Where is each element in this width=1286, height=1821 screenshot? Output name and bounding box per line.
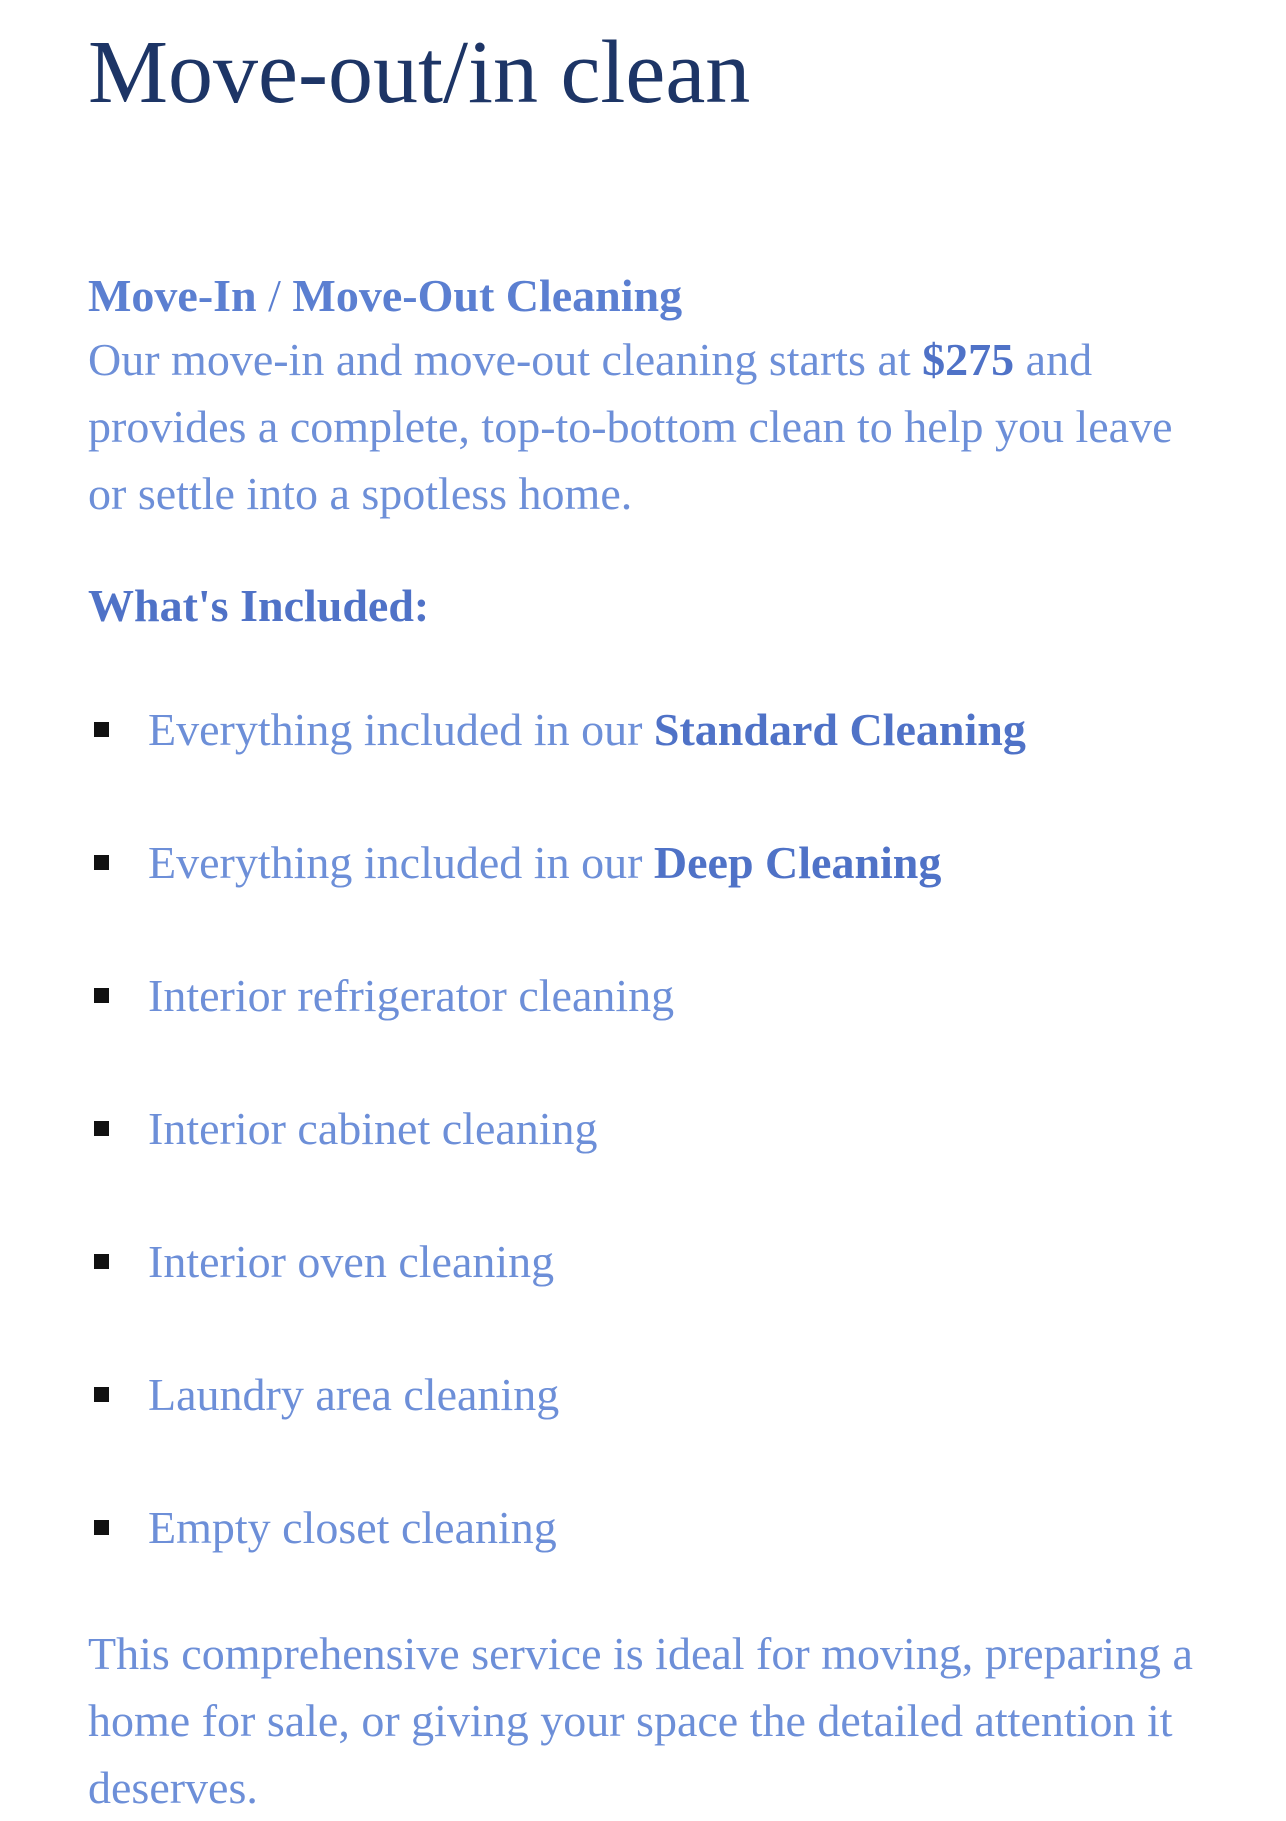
square-bullet-icon [94, 1121, 109, 1136]
service-intro [88, 326, 1198, 527]
square-bullet-icon [94, 722, 109, 737]
list-item-text [148, 1099, 598, 1159]
square-bullet-icon [94, 988, 109, 1003]
list-item-text [148, 833, 941, 893]
included-heading: What's Included: [88, 580, 430, 631]
list-item-text [148, 1232, 554, 1292]
list-item-label: Interior oven cleaning [148, 1236, 555, 1287]
list-item-label: Laundry area cleaning [148, 1369, 560, 1420]
square-bullet-icon [94, 1254, 109, 1269]
list-item-bold-label: Deep Cleaning [653, 837, 942, 888]
list-item-text [148, 1365, 559, 1425]
list-item-text [148, 1498, 557, 1558]
service-heading [88, 266, 682, 326]
service-heading-part1: Move-In [88, 270, 257, 321]
list-item-text [148, 700, 1026, 760]
closing-paragraph: This comprehensive service is ideal for moving, preparing a home for sale, or giving your space the detailed attention it deserves. [88, 1628, 1193, 1813]
list-item-bold-label: Standard Cleaning [653, 704, 1026, 755]
service-price: $275 [922, 334, 1015, 385]
list-item-text [148, 966, 674, 1026]
service-heading-part2: Move-Out Cleaning [292, 270, 683, 321]
service-heading-separator: / [256, 270, 293, 321]
square-bullet-icon [94, 1520, 109, 1535]
list-item-label: Interior cabinet cleaning [148, 1103, 598, 1154]
square-bullet-icon [94, 855, 109, 870]
intro-text-before-price: Our move-in and move-out cleaning starts at [88, 334, 923, 385]
list-item-label: Interior refrigerator cleaning [148, 970, 675, 1021]
list-item-label: Empty closet cleaning [148, 1502, 557, 1553]
list-item-label: Everything included in our [148, 704, 654, 755]
intro-text-after-price: and provides a complete, top-to-bottom clean to help you leave or settle into a spotless home. [88, 334, 1173, 519]
page-title: Move-out/in clean [88, 23, 751, 122]
list-item-label: Everything included in our [148, 837, 654, 888]
square-bullet-icon [94, 1387, 109, 1402]
